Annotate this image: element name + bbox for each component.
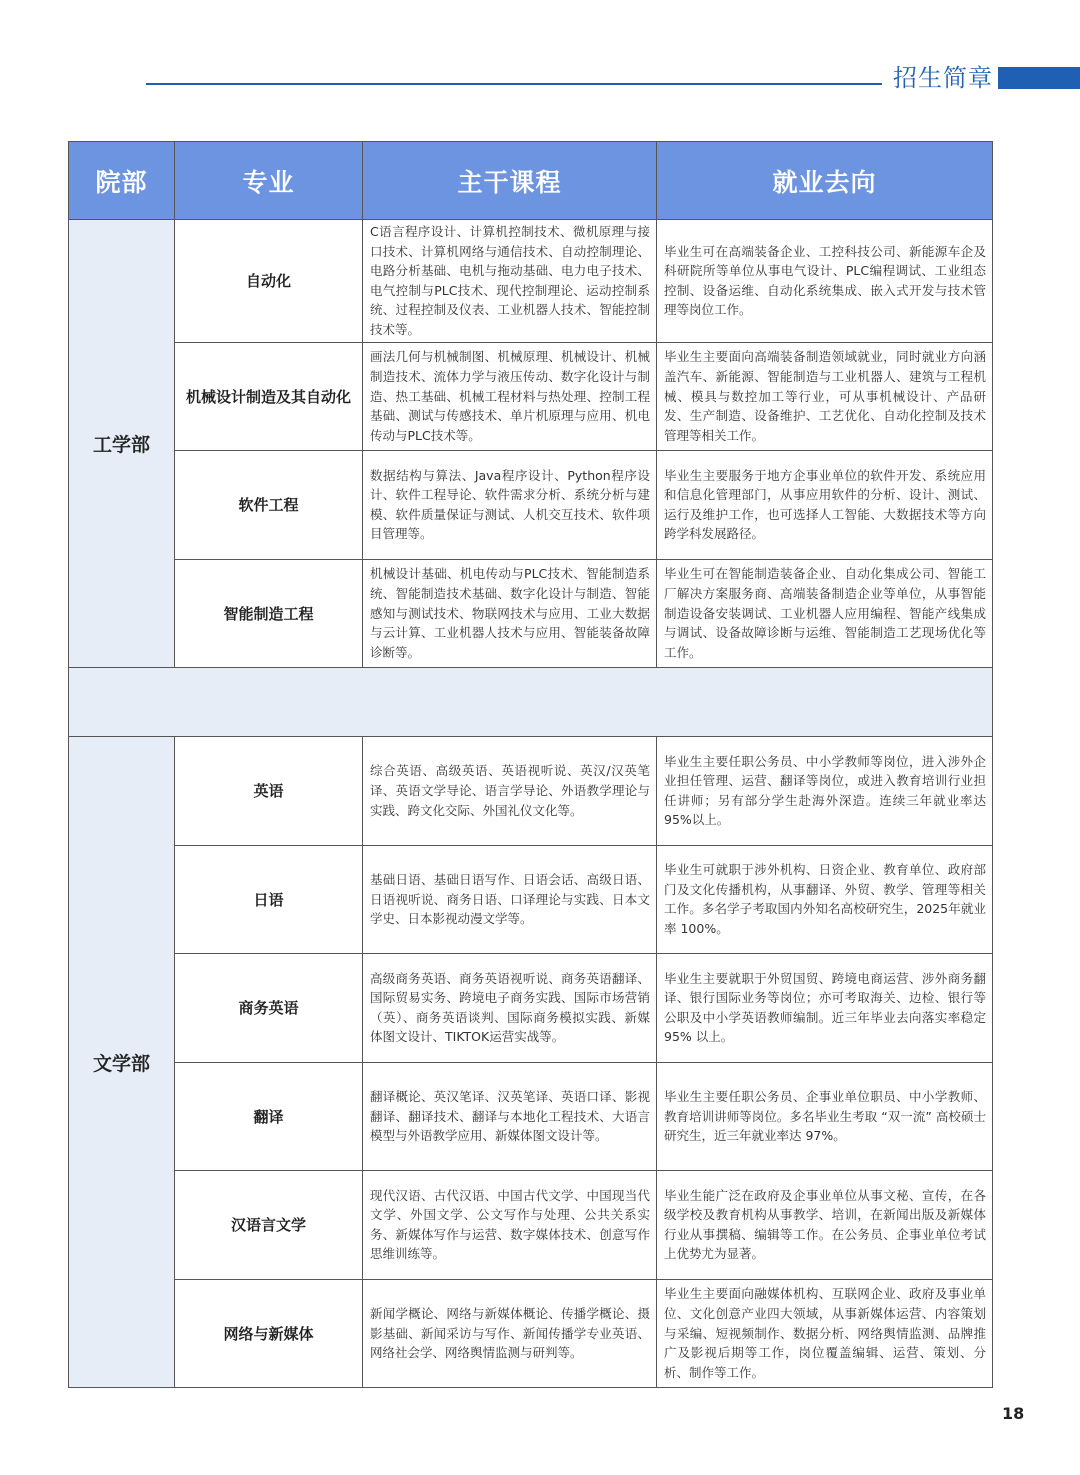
table-row bbox=[69, 845, 993, 954]
major-cell: 网络与新媒体 bbox=[175, 1279, 363, 1388]
career-cell: 毕业生主要就职于外贸国贸、跨境电商运营、涉外商务翻译、银行国际业务等岗位；亦可考取海关、边检、银行等公职及中小学英语教师编制。近三年毕业去向落实率稳定95% 以上。 bbox=[657, 954, 993, 1063]
header-dept: 院部 bbox=[69, 142, 175, 220]
header-rule bbox=[146, 83, 882, 85]
table-header-row bbox=[69, 142, 993, 220]
major-cell: 智能制造工程 bbox=[175, 559, 363, 668]
section-divider-row bbox=[69, 668, 993, 737]
courses-cell: 机械设计基础、机电传动与PLC技术、智能制造系统、智能制造技术基础、数字化设计与制造、智能感知与测试技术、物联网技术与应用、工业大数据与云计算、工业机器人技术与应用、智能装备故障诊断等。 bbox=[363, 559, 657, 668]
major-cell: 机械设计制造及其自动化 bbox=[175, 342, 363, 451]
courses-cell: 现代汉语、古代汉语、中国古代文学、中国现当代文学、外国文学、公文写作与处理、公共关系实务、新媒体写作与运营、数字媒体技术、创意写作思维训练等。 bbox=[363, 1171, 657, 1280]
major-cell: 日语 bbox=[175, 845, 363, 954]
career-cell: 毕业生主要服务于地方企事业单位的软件开发、系统应用和信息化管理部门，从事应用软件的分析、设计、测试、运行及维护工作，也可选择人工智能、大数据技术等方向跨学科发展路径。 bbox=[657, 451, 993, 560]
header-courses: 主干课程 bbox=[363, 142, 657, 220]
career-cell: 毕业生能广泛在政府及企事业单位从事文秘、宣传，在各级学校及教育机构从事教学、培训，在新闻出版及新媒体行业从事撰稿、编辑等工作。在公务员、企事业单位考试上优势尤为显著。 bbox=[657, 1171, 993, 1280]
courses-cell: 综合英语、高级英语、英语视听说、英汉/汉英笔译、英语文学导论、语言学导论、外语教学理论与实践、跨文化交际、外国礼仪文化等。 bbox=[363, 737, 657, 846]
major-cell: 自动化 bbox=[175, 220, 363, 343]
courses-cell: 基础日语、基础日语写作、日语会话、高级日语、日语视听说、商务日语、口译理论与实践、日本文学史、日本影视动漫文学等。 bbox=[363, 845, 657, 954]
courses-cell: 新闻学概论、网络与新媒体概论、传播学概论、摄影基础、新闻采访与写作、新闻传播学专业英语、网络社会学、网络舆情监测与研判等。 bbox=[363, 1279, 657, 1388]
table-row bbox=[69, 737, 993, 846]
dept-cell: 文学部 bbox=[69, 737, 175, 1388]
program-table bbox=[68, 141, 993, 1388]
career-cell: 毕业生可就职于涉外机构、日资企业、教育单位、政府部门及文化传播机构，从事翻译、外贸、教学、管理等相关工作。多名学子考取国内外知名高校研究生，2025年就业率 100%。 bbox=[657, 845, 993, 954]
major-cell: 汉语言文学 bbox=[175, 1171, 363, 1280]
page-number: 18 bbox=[1002, 1404, 1025, 1423]
courses-cell: 画法几何与机械制图、机械原理、机械设计、机械制造技术、流体力学与液压传动、数字化设计与制造、热工基础、机械工程材料与热处理、控制工程基础、测试与传感技术、单片机原理与应用、机电传动与PLC技术等。 bbox=[363, 342, 657, 451]
courses-cell: C语言程序设计、计算机控制技术、微机原理与接口技术、计算机网络与通信技术、自动控制理论、电路分析基础、电机与拖动基础、电力电子技术、电气控制与PLC技术、现代控制理论、运动控制系统、过程控制及仪表、工业机器人技术、智能控制技术等。 bbox=[363, 220, 657, 343]
table-row bbox=[69, 954, 993, 1063]
table-row bbox=[69, 1171, 993, 1280]
header-accent-bar bbox=[998, 67, 1080, 89]
career-cell: 毕业生主要面向融媒体机构、互联网企业、政府及事业单位、文化创意产业四大领域，从事新媒体运营、内容策划与采编、短视频制作、数据分析、网络舆情监测、品牌推广及影视后期等工作，岗位覆盖编辑、运营、策划、分析、制作等工作。 bbox=[657, 1279, 993, 1388]
dept-cell: 工学部 bbox=[69, 220, 175, 668]
table-row bbox=[69, 1279, 993, 1388]
major-cell: 翻译 bbox=[175, 1062, 363, 1171]
table-row bbox=[69, 559, 993, 668]
header-career: 就业去向 bbox=[657, 142, 993, 220]
career-cell: 毕业生可在高端装备企业、工控科技公司、新能源车企及科研院所等单位从事电气设计、PLC编程调试、工业组态控制、设备运维、自动化系统集成、嵌入式开发与技术管理等岗位工作。 bbox=[657, 220, 993, 343]
major-cell: 软件工程 bbox=[175, 451, 363, 560]
table-row bbox=[69, 342, 993, 451]
courses-cell: 高级商务英语、商务英语视听说、商务英语翻译、国际贸易实务、跨境电子商务实践、国际市场营销（英）、商务英语谈判、国际商务模拟实践、新媒体图文设计、TIKTOK运营实战等。 bbox=[363, 954, 657, 1063]
career-cell: 毕业生可在智能制造装备企业、自动化集成公司、智能工厂解决方案服务商、高端装备制造企业等单位，从事智能制造设备安装调试、工业机器人应用编程、智能产线集成与调试、设备故障诊断与运维、智能制造工艺现场优化等工作。 bbox=[657, 559, 993, 668]
header-major: 专业 bbox=[175, 142, 363, 220]
major-cell: 英语 bbox=[175, 737, 363, 846]
courses-cell: 数据结构与算法、Java程序设计、Python程序设计、软件工程导论、软件需求分析、系统分析与建模、软件质量保证与测试、人机交互技术、软件项目管理等。 bbox=[363, 451, 657, 560]
table-row bbox=[69, 1062, 993, 1171]
table-row bbox=[69, 220, 993, 343]
career-cell: 毕业生主要任职公务员、企事业单位职员、中小学教师、教育培训讲师等岗位。多名毕业生考取 “双一流” 高校硕士研究生，近三年就业率达 97%。 bbox=[657, 1062, 993, 1171]
courses-cell: 翻译概论、英汉笔译、汉英笔译、英语口译、影视翻译、翻译技术、翻译与本地化工程技术、大语言模型与外语教学应用、新媒体图文设计等。 bbox=[363, 1062, 657, 1171]
brochure-title: 招生简章 bbox=[893, 64, 993, 92]
table-row bbox=[69, 451, 993, 560]
section-divider bbox=[69, 668, 993, 737]
major-cell: 商务英语 bbox=[175, 954, 363, 1063]
career-cell: 毕业生主要面向高端装备制造领域就业，同时就业方向涵盖汽车、新能源、智能制造与工业机器人、建筑与工程机械、模具与数控加工等行业，可从事机械设计、产品研发、生产制造、设备维护、工艺优化、自动化控制及技术管理等相关工作。 bbox=[657, 342, 993, 451]
career-cell: 毕业生主要任职公务员、中小学教师等岗位，进入涉外企业担任管理、运营、翻译等岗位，或进入教育培训行业担任讲师；另有部分学生赴海外深造。连续三年就业率达95%以上。 bbox=[657, 737, 993, 846]
